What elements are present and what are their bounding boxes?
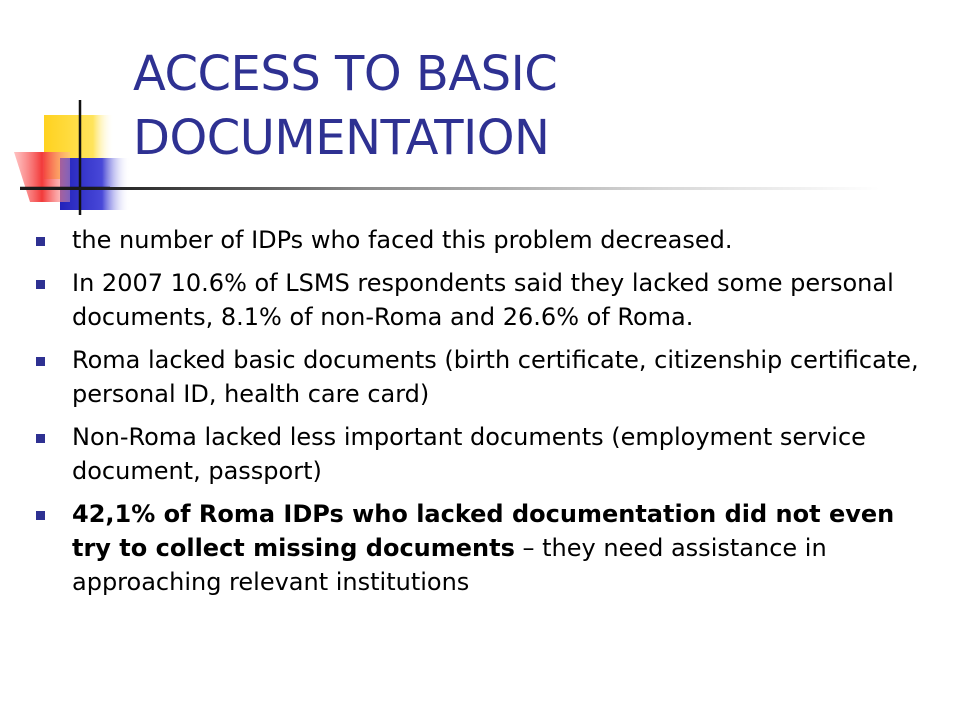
bullet-square-icon bbox=[36, 280, 45, 289]
bullet-square-icon bbox=[36, 511, 45, 520]
decorative-squares-graphic bbox=[0, 0, 140, 230]
bullet-square-icon bbox=[36, 237, 45, 246]
bullet-item bbox=[36, 266, 936, 334]
bullet-text: Non-Roma lacked less important documents (employment service document, passport) bbox=[72, 423, 866, 485]
blue-square bbox=[60, 158, 130, 210]
bullet-item bbox=[36, 420, 936, 488]
slide-title-line-1: ACCESS TO BASIC bbox=[133, 46, 558, 102]
bullet-text: Roma lacked basic documents (birth certificate, citizenship certificate, personal ID, health care card) bbox=[72, 346, 919, 408]
bullet-item bbox=[36, 223, 936, 257]
title-underline bbox=[20, 187, 880, 190]
bullet-square-icon bbox=[36, 357, 45, 366]
red-square bbox=[14, 152, 70, 202]
bullet-list bbox=[36, 223, 936, 608]
bullet-text: In 2007 10.6% of LSMS respondents said they lacked some personal documents, 8.1% of non-Roma and 26.6% of Roma. bbox=[72, 269, 894, 331]
bullet-square-icon bbox=[36, 434, 45, 443]
slide-title bbox=[133, 42, 913, 170]
bullet-text: the number of IDPs who faced this problem decreased. bbox=[72, 226, 733, 254]
bullet-item-key-finding bbox=[36, 497, 936, 599]
bullet-text-bold: 42,1% of Roma IDPs who lacked documentation did not even try to collect missing documents bbox=[72, 500, 895, 562]
bullet-item bbox=[36, 343, 936, 411]
slide-title-line-2: DOCUMENTATION bbox=[133, 110, 550, 166]
bullet-text-rest: – they need assistance in approaching relevant institutions bbox=[72, 534, 827, 596]
